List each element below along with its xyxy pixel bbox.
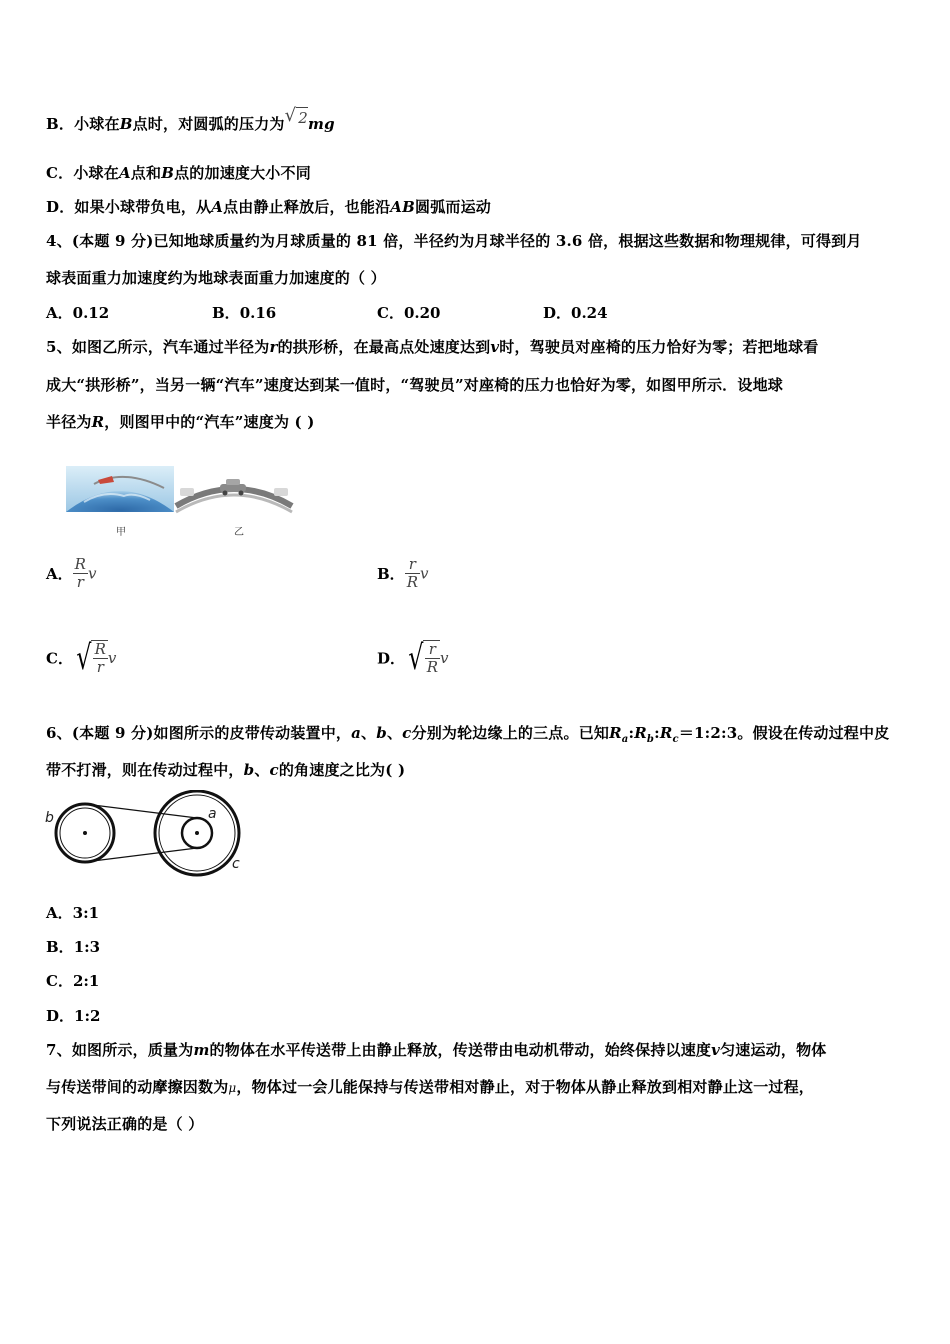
wheel-a-c [155, 791, 239, 875]
wheel-b [56, 804, 114, 862]
q5-option-d: D．√ $\frac{r}{R}$ v [377, 638, 449, 678]
q5-stem-line3: 半径为R，则图甲中的“汽车”速度为 ( ) [46, 413, 315, 431]
arch-bridge-image [176, 479, 292, 512]
q3-option-b: B．小球在B点时，对圆弧的压力为√ 2mg [46, 105, 335, 133]
car-icon [220, 479, 246, 496]
q4-option-b: B．0.16 [212, 304, 277, 322]
q7-stem-line1: 7、如图所示，质量为m的物体在水平传送带上由静止释放，传送带由电动机带动，始终保持以速度v匀速运动，物体 [46, 1041, 827, 1059]
q6-option-a: A．3:1 [46, 904, 100, 922]
q5-option-a: A． $\frac{R}{r}$ v [46, 555, 97, 591]
q5-option-c: C．√ $\frac{R}{r}$ v [46, 638, 117, 678]
q6-option-c: C．2:1 [46, 972, 100, 990]
q6-stem-line1: 6、(本题 9 分)如图所示的皮带传动装置中，a、b、c分别为轮边缘上的三点。已知$R_a:R_b:R_c=1:2:3$。假设在传动过程中皮 [46, 724, 890, 745]
q6-option-d: D．1:2 [46, 1007, 101, 1025]
q4-option-a: A．0.12 [46, 304, 110, 322]
earth-globe-image [66, 466, 174, 512]
figure-label-yi: 乙 [234, 527, 244, 538]
q5-option-b: B． $\frac{r}{R}$ v [377, 555, 429, 591]
q4-option-d: D．0.24 [543, 304, 608, 322]
q5-stem-line1: 5、如图乙所示，汽车通过半径为r的拱形桥，在最高点处速度达到v时，驾驶员对座椅的压力恰好为零；若把地球看 [46, 338, 819, 356]
q6-belt-drive-figure [40, 790, 250, 882]
label-a: a [208, 806, 217, 822]
q3-option-d: D．如果小球带负电，从A点由静止释放后，也能沿AB圆弧而运动 [46, 198, 492, 216]
q4-stem-line1: 4、(本题 9 分)已知地球质量约为月球质量的 81 倍，半径约为月球半径的 3.6 倍，根据这些数据和物理规律，可得到月 [46, 232, 862, 250]
q4-option-c: C．0.20 [377, 304, 441, 322]
label-b: b [45, 810, 54, 826]
q4-stem-line2: 球表面重力加速度约为地球表面重力加速度的（ ） [46, 269, 386, 287]
figure-label-jia: 甲 [116, 527, 126, 538]
sqrt-expression: √ 2 [284, 105, 309, 127]
q5-figure [64, 462, 296, 542]
label-c: c [232, 856, 240, 872]
q7-stem-line3: 下列说法正确的是（ ） [46, 1115, 204, 1133]
q7-stem-line2: 与传送带间的动摩擦因数为μ，物体过一会儿能保持与传送带相对静止，对于物体从静止释放到相对静止这一过程， [46, 1078, 815, 1096]
q5-stem-line2: 成大“拱形桥”，当另一辆“汽车”速度达到某一值时，“驾驶员”对座椅的压力也恰好为零，如图甲所示．设地球 [46, 376, 783, 394]
q3-option-c: C．小球在A点和B点的加速度大小不同 [46, 164, 311, 182]
q6-option-b: B．1:3 [46, 938, 101, 956]
q6-stem-line2: 带不打滑，则在传动过程中，b、c的角速度之比为( ) [46, 761, 406, 779]
